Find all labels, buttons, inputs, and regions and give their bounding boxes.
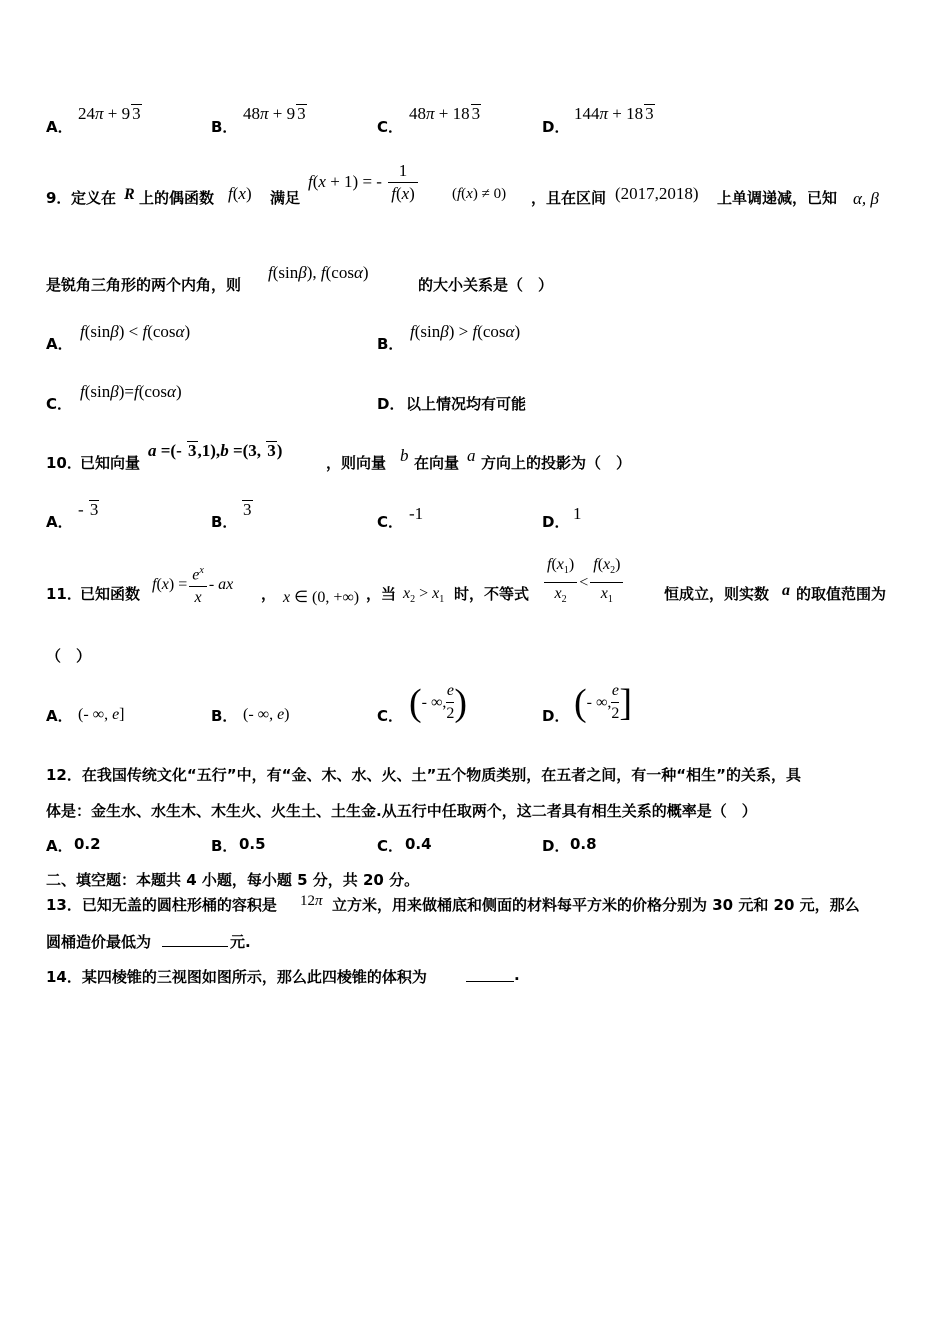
q9-alpha-beta: α, β bbox=[853, 189, 879, 208]
q13-text-b: 立方米，用来做桶底和侧面的材料每平方米的价格分别为 30 元和 20 元，那么 bbox=[332, 896, 860, 914]
q9-option-a-label: A． bbox=[46, 335, 73, 353]
q10-option-d-label: D． bbox=[542, 513, 570, 531]
q9-option-b-value: f(sinβ) > f(cosα) bbox=[410, 322, 521, 341]
q11-option-c-label: C． bbox=[377, 707, 404, 725]
q10-text-c: 在向量 bbox=[414, 454, 460, 472]
q13-answer-blank[interactable] bbox=[162, 931, 228, 947]
q11-option-c-value: (- ∞, $\frac{e}{2}$ ) bbox=[409, 681, 468, 724]
q12-option-b-label: B． bbox=[211, 837, 238, 855]
q9-text-c: 满足 bbox=[270, 189, 301, 207]
q11-text-e: 恒成立，则实数 bbox=[664, 585, 770, 603]
q10-option-b-label: B． bbox=[211, 513, 238, 531]
q11-text-c: ，当 bbox=[366, 585, 397, 603]
q11-a-symbol: a bbox=[782, 582, 790, 599]
q12-line2: 体是：金生水、水生木、木生火、火生土、土生金.从五行中任取两个，这二者具有相生关系的概率是（ ） bbox=[46, 802, 757, 820]
q10-option-c-value: -1 bbox=[409, 504, 424, 523]
q8-option-c-label: C． bbox=[377, 118, 404, 136]
q8-option-a-label: A． bbox=[46, 118, 73, 136]
q10-vectors: a =(- 3,1),b =(3, 3) bbox=[148, 441, 283, 460]
q11-option-a-value: (- ∞, e] bbox=[78, 706, 125, 723]
q12-option-a-value: 0.2 bbox=[74, 835, 101, 853]
q12-option-d-value: 0.8 bbox=[570, 835, 597, 853]
q14-answer-blank[interactable] bbox=[466, 966, 514, 982]
q10-text-b: ，则向量 bbox=[326, 454, 387, 472]
q9-text-e: 上单调递减，已知 bbox=[717, 189, 838, 207]
q9-fx: f(x) bbox=[228, 184, 252, 203]
q9-option-b-label: B． bbox=[377, 335, 404, 353]
q11-option-b-value: (- ∞, e) bbox=[243, 706, 290, 723]
q9-interval: (2017,2018) bbox=[615, 184, 699, 203]
q10-option-a-label: A． bbox=[46, 513, 73, 531]
q10-option-c-label: C． bbox=[377, 513, 404, 531]
q9-option-d-label: D． bbox=[377, 395, 405, 413]
q11-number: 11． bbox=[46, 585, 82, 603]
q11-option-d-label: D． bbox=[542, 707, 570, 725]
q11-paren: （ ） bbox=[46, 647, 92, 665]
q9-option-c-label: C． bbox=[46, 395, 73, 413]
q12-line1: 12．在我国传统文化“五行”中，有“金、木、水、火、土”五个物质类别，在五者之间，有一种“相生”的关系，具 bbox=[46, 766, 802, 784]
q10-option-d-value: 1 bbox=[573, 504, 582, 523]
q8-option-b-label: B． bbox=[211, 118, 238, 136]
q11-text-f: 的取值范围为 bbox=[796, 585, 887, 603]
q9-condition: (f(x) ≠ 0) bbox=[452, 186, 507, 202]
q13-text-d: 元. bbox=[230, 933, 251, 951]
q10-option-b-value: 3 bbox=[243, 500, 252, 519]
q11-function: f(x) = $\frac{e^x}{x}$ - ax bbox=[152, 560, 233, 609]
q11-inequality: $\frac{f(x_1)}{x_2}$ < $\frac{f(x_2)}{x_1}$ bbox=[542, 554, 625, 611]
q11-text-b: ， bbox=[261, 585, 277, 603]
q9-text-g: 的大小关系是（ ） bbox=[418, 276, 554, 294]
q9-R: R bbox=[124, 186, 135, 203]
q9-option-a-value: f(sinβ) < f(cosα) bbox=[80, 322, 191, 341]
q12-option-a-label: A． bbox=[46, 837, 73, 855]
q10-text-a: 已知向量 bbox=[80, 454, 141, 472]
q13-text-a: 13．已知无盖的圆柱形桶的容积是 bbox=[46, 896, 277, 914]
q9-expression: f(sinβ), f(cosα) bbox=[268, 263, 369, 282]
q10-b-symbol: b bbox=[400, 446, 409, 465]
q12-option-d-label: D． bbox=[542, 837, 570, 855]
q11-option-b-label: B． bbox=[211, 707, 238, 725]
q8-option-d-label: D． bbox=[542, 118, 570, 136]
q9-text-f: 是锐角三角形的两个内角，则 bbox=[46, 276, 242, 294]
q10-option-a-value: - 3 bbox=[78, 500, 99, 519]
q10-text-d: 方向上的投影为（ ） bbox=[481, 454, 632, 472]
q11-domain: x ∈ (0, +∞) bbox=[283, 589, 360, 606]
q11-condition: $x_2 > x_1$ bbox=[403, 585, 445, 606]
q10-number: 10． bbox=[46, 454, 82, 472]
q12-option-b-value: 0.5 bbox=[239, 835, 266, 853]
q9-text-d: ，且在区间 bbox=[531, 189, 607, 207]
q10-a-symbol: a bbox=[467, 446, 476, 465]
q9-option-c-value: f(sinβ)=f(cosα) bbox=[80, 382, 182, 401]
q9-equation: f(x + 1) = - $\frac{1}{f(x)}$ bbox=[308, 160, 420, 205]
q12-option-c-value: 0.4 bbox=[405, 835, 432, 853]
q9-number: 9． bbox=[46, 189, 72, 207]
q11-option-a-label: A． bbox=[46, 707, 73, 725]
q9-text-b: 上的偶函数 bbox=[139, 189, 215, 207]
q12-option-c-label: C． bbox=[377, 837, 404, 855]
q8-option-a-value: 24π + 9 3 bbox=[78, 104, 141, 123]
q11-text-a: 已知函数 bbox=[80, 585, 141, 603]
q13-text-c: 圆桶造价最低为 bbox=[46, 933, 152, 951]
q9-option-d-value: 以上情况均有可能 bbox=[406, 395, 527, 413]
q11-text-d: 时，不等式 bbox=[454, 585, 530, 603]
q11-option-d-value: (- ∞, $\frac{e}{2}$ ] bbox=[574, 681, 633, 724]
q8-option-c-value: 48π + 18 3 bbox=[409, 104, 481, 123]
q14-text-b: . bbox=[514, 966, 520, 984]
section-2-title: 二、填空题：本题共 4 小题，每小题 5 分，共 20 分。 bbox=[46, 871, 420, 889]
q14-text-a: 14．某四棱锥的三视图如图所示，那么此四棱锥的体积为 bbox=[46, 968, 427, 986]
q8-option-d-value: 144π + 18 3 bbox=[574, 104, 654, 123]
q8-option-b-value: 48π + 9 3 bbox=[243, 104, 306, 123]
q13-volume: 12π bbox=[300, 893, 323, 909]
q9-text-a: 定义在 bbox=[71, 189, 117, 207]
